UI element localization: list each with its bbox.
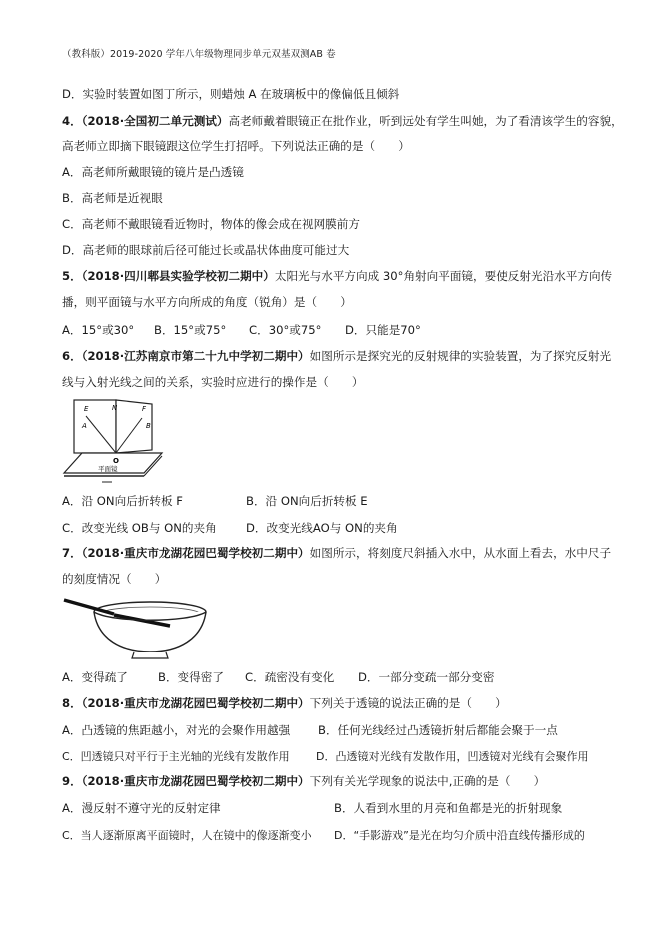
label-mirror: 平面镜 [98, 465, 118, 473]
label-a: A [82, 422, 87, 430]
q4-stem-text: 高老师戴着眼镜正在批作业，听到远处有学生叫她，为了看清该学生的容貌， [228, 114, 623, 128]
prev-option-d: D．实验时装置如图丁所示，则蜡烛 A 在玻璃板中的像偏低且倾斜 [62, 87, 400, 101]
q4-source: （2018·全国初二单元测试） [81, 114, 229, 128]
q8-source: （2018·重庆市龙湖花园巴蜀学校初二期中） [81, 696, 310, 710]
q6-option-d: D．改变光线AO与 ON的夹角 [246, 521, 398, 535]
q8-option-a: A．凸透镜的焦距越小，对光的会聚作用越强 [62, 723, 291, 737]
q5-source: （2018·四川郫县实验学校初二期中） [81, 269, 275, 283]
q6-source: （2018·江苏南京市第二十九中学初二期中） [81, 349, 310, 363]
q4-option-d: D．高老师的眼球前后径可能过长或晶状体曲度可能过大 [62, 243, 350, 257]
q7-option-d: D．一部分变疏一部分变密 [358, 670, 495, 684]
label-e: E [84, 405, 89, 413]
q9-source: （2018·重庆市龙湖花园巴蜀学校初二期中） [81, 774, 310, 788]
q9-option-c: C．当人逐渐原离平面镜时，人在镜中的像逐渐变小 [62, 829, 312, 842]
reflection-experiment-figure [62, 398, 164, 484]
q7-stem-line2: 的刻度情况（ ） [62, 572, 167, 586]
q7-option-b: B．变得密了 [158, 670, 224, 684]
bowl-foot [132, 652, 168, 658]
q4-stem-line2: 高老师立即摘下眼镜跟这位学生打招呼。下列说法正确的是（ ） [62, 139, 410, 153]
q8-stem-line1 [62, 696, 507, 710]
q6-number: 6． [62, 349, 82, 363]
label-b: B [146, 422, 151, 430]
q7-option-c: C．疏密没有变化 [245, 670, 335, 684]
q6-option-b: B．沿 ON向后折转板 E [246, 494, 368, 508]
q4-option-a: A．高老师所戴眼镜的镜片是凸透镜 [62, 165, 244, 179]
label-f: F [142, 405, 147, 413]
page-header: （教科版）2019-2020 学年八年级物理同步单元双基双测AB 卷 [62, 49, 336, 60]
q5-stem-line2: 播，则平面镜与水平方向所成的角度（锐角）是（ ） [62, 295, 352, 309]
q8-stem-text: 下列关于透镜的说法正确的是（ ） [309, 696, 507, 710]
q9-option-b: B．人看到水里的月亮和鱼都是光的折射现象 [334, 801, 563, 815]
q5-number: 5． [62, 269, 82, 283]
q7-source: （2018·重庆市龙湖花园巴蜀学校初二期中） [81, 546, 310, 560]
q8-number: 8． [62, 696, 82, 710]
q5-option-a: A．15°或30° [62, 323, 135, 337]
q6-option-c: C．改变光线 OB与 ON的夹角 [62, 521, 217, 535]
q9-stem-text: 下列有关光学现象的说法中,正确的是（ ） [309, 774, 546, 788]
q4-option-b: B．高老师是近视眼 [62, 191, 163, 205]
q6-option-a: A．沿 ON向后折转板 F [62, 494, 183, 508]
q5-stem-line1 [62, 269, 612, 283]
q6-stem-line1 [62, 349, 611, 363]
q8-option-c: C．凹透镜只对平行于主光轴的光线有发散作用 [62, 750, 290, 763]
label-n: N [112, 404, 118, 412]
q7-stem-line1 [62, 546, 611, 560]
q5-stem-text: 太阳光与水平方向成 30°角射向平面镜，要使反射光沿水平方向传 [274, 269, 613, 283]
q5-option-c: C．30°或75° [249, 323, 322, 337]
q9-option-a: A．漫反射不遵守光的反射定律 [62, 801, 221, 815]
q6-stem-line2: 线与入射光线之间的关系，实验时应进行的操作是（ ） [62, 375, 364, 389]
q9-number: 9． [62, 774, 82, 788]
q6-stem-text: 如图所示是探究光的反射规律的实验装置，为了探究反射光 [309, 349, 612, 363]
q5-option-b: B．15°或75° [154, 323, 227, 337]
q8-option-b: B．任何光线经过凸透镜折射后都能会聚于一点 [318, 723, 558, 737]
bowl-body [94, 612, 206, 652]
q5-option-d: D．只能是70° [345, 323, 421, 337]
q4-number: 4． [62, 114, 82, 128]
q9-option-d: D．“手影游戏”是光在均匀介质中沿直线传播形成的 [334, 829, 585, 842]
q8-option-d: D．凸透镜对光线有发散作用，凹透镜对光线有会聚作用 [316, 750, 589, 763]
q7-option-a: A．变得疏了 [62, 670, 128, 684]
q4-option-c: C．高老师不戴眼镜看近物时，物体的像会成在视网膜前方 [62, 217, 360, 231]
q7-stem-text: 如图所示，将刻度尺斜插入水中，从水面上看去，水中尺子 [309, 546, 612, 560]
label-o: O [113, 457, 119, 465]
q4-stem-line1 [62, 114, 623, 128]
q7-number: 7． [62, 546, 82, 560]
bowl-ruler-figure [62, 596, 212, 662]
q9-stem-line1 [62, 774, 545, 788]
